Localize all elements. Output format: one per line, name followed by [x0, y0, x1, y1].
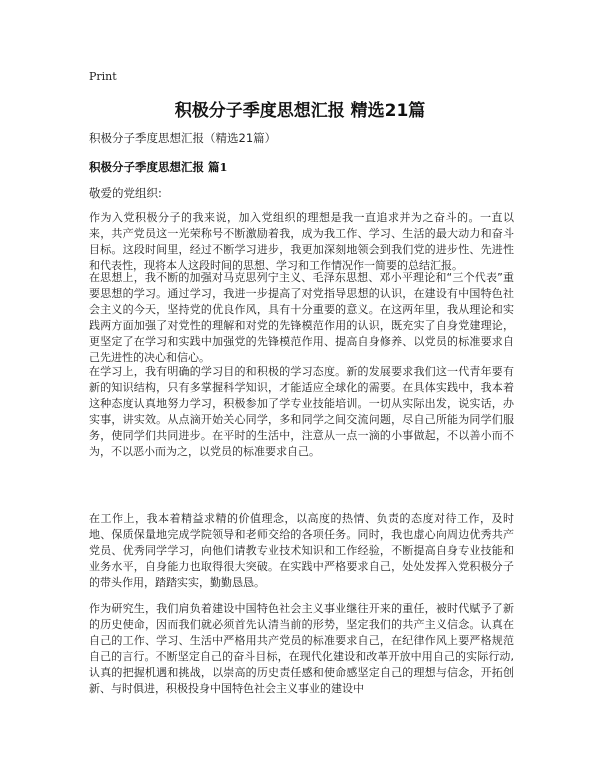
document-subtitle: 积极分子季度思想汇报（精选21篇） [89, 131, 277, 145]
body-paragraph-mission: 作为研究生，我们肩负着建设中国特色社会主义事业继往开来的重任，被时代赋予了新的历史使命，因而我们就必须首先认清当前的形势，坚定我们的共产主义信念。认真在自己的工作、学习、生活中严格用共产党员的标准要求自己，在纪律作风上要严格规范自己的言行。不断坚定自己的奋斗目标，在现代化建设和改革开放中用自己的实际行动,认真的把握机遇和挑战，以崇高的历史责任感和使命感坚定自己的理想与信念，开拓创新、与时俱进，积极投身中国特色社会主义事业的建设中 [89, 602, 514, 695]
body-paragraph-intro: 作为入党积极分子的我来说，加入党组织的理想是我一直追求并为之奋斗的。一直以来，共产党员这一光荣称号不断激励着我，成为我工作、学习、生活的最大动力和奋斗目标。这段时间里，经过不断学习进步，我更加深刻地领会到我们党的进步性、先进性和代表性，现将本人这段时间的思想、学习和工作情况作一简要的总结汇报。 [89, 211, 514, 272]
body-paragraph-work: 在工作上，我本着精益求精的价值理念，以高度的热情、负责的态度对待工作，及时地、保质保量地完成学院领导和老师交给的各项任务。同时，我也虚心向周边优秀共产党员、优秀同学学习，向他们请教专业技术知识和工作经验，不断提高自身专业技能和业务水平，自身能力也取得很大突破。在实践中严格要求自己，处处发挥入党积极分子的带头作用，踏踏实实，勤勤恳恳。 [89, 512, 514, 589]
document-title: 积极分子季度思想汇报 精选21篇 [174, 101, 426, 121]
body-paragraph-thought: 在思想上，我不断的加强对马克思列宁主义、毛泽东思想、邓小平理论和“三个代表”重要思想的学习。通过学习，我进一步提高了对党指导思想的认识，在建设有中国特色社会主义的今天，坚持党的优良作风，具有十分重要的意义。在这两年里，我从理论和实践两方面加强了对党性的理解和对党的先锋模范作用的认识，既充实了自身党建理论，更坚定了在学习和实践中加强党的先锋模范作用、提高自身修养、以党员的标准要求自己先进性的决心和信心。 [89, 271, 514, 364]
greeting-line: 敬爱的党组织: [89, 186, 162, 200]
print-link[interactable]: Print [89, 70, 117, 83]
body-paragraph-study: 在学习上，我有明确的学习目的和积极的学习态度。新的发展要求我们这一代青年要有新的知识结构，只有多掌握科学知识，才能适应全球化的需要。在具体实践中，我本着这种态度认真地努力学习，积极参加了学专业技能培训。一切从实际出发，说实话，办实事，讲实效。从点滴开始关心同学，多和同学之间交流问题，尽自己所能为同学们服务，使同学们共同进步。在平时的生活中，注意从一点一滴的小事做起，不以善小而不为，不以恶小而为之，以党员的标准要求自己。 [89, 365, 514, 458]
section-heading: 积极分子季度思想汇报 篇1 [89, 160, 228, 174]
